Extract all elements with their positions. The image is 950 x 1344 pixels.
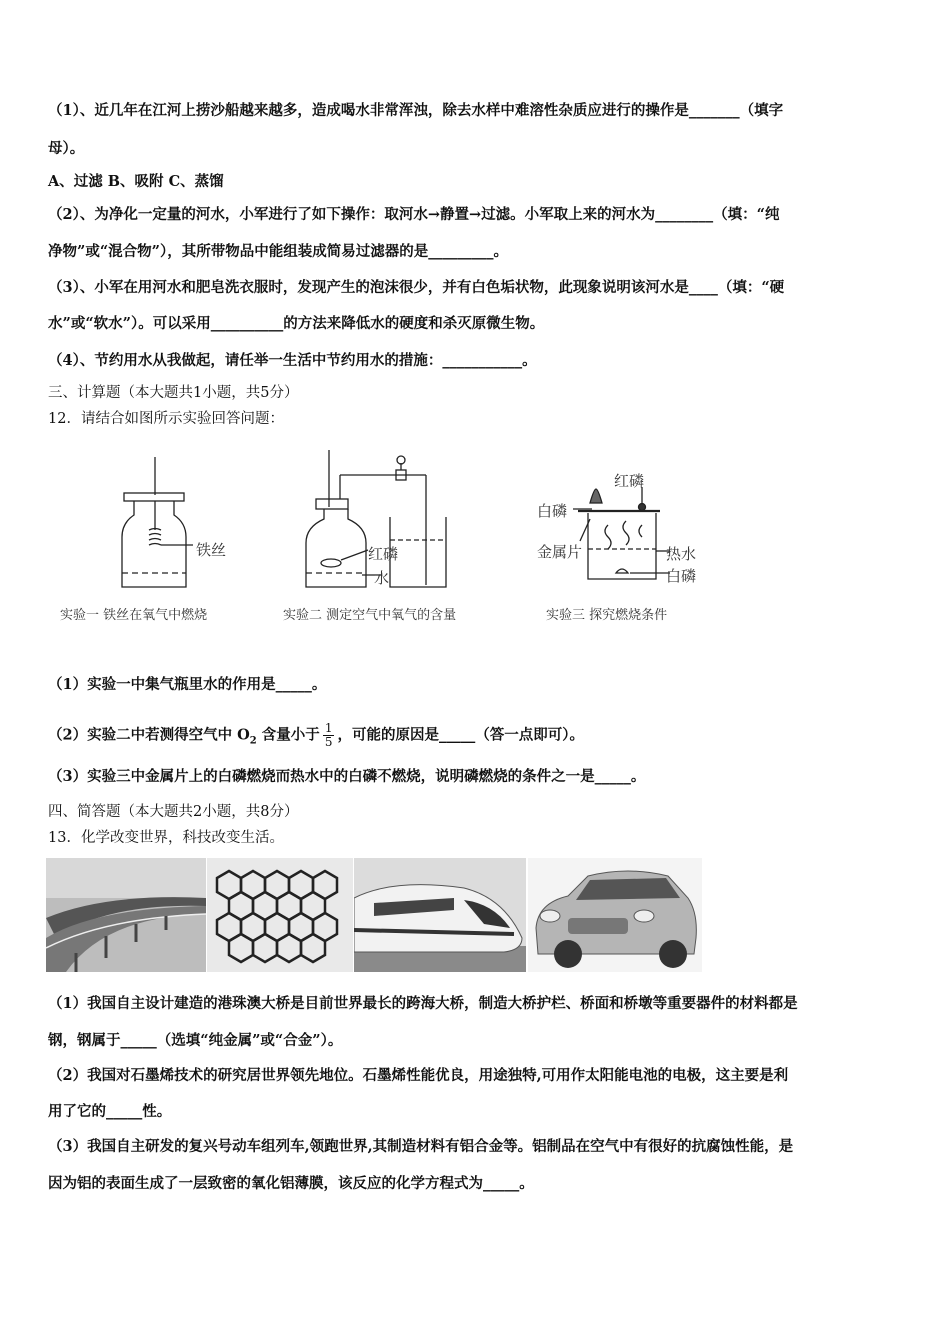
fig3-label-red-phosphorus: 红磷 — [614, 472, 645, 490]
fig2-label-red-phosphorus: 红磷 — [368, 545, 399, 563]
fraction-one-fifth — [323, 722, 335, 749]
q11-part3-line1: （3）、小军在用河水和肥皂洗衣服时，发现产生的泡沫很少，并有白色垢状物，此现象说明该河水是____（填：“硬 — [48, 279, 785, 296]
q12-part2-subscript: 2 — [249, 735, 257, 747]
car-photo — [528, 858, 702, 972]
fraction-numerator: 1 — [324, 721, 333, 735]
q12-title: 12．请结合如图所示实验回答问题： — [48, 411, 284, 427]
q13-part2-line1: （2）我国对石墨烯技术的研究居世界领先地位。石墨烯性能优良，用途独特,可用作太阳能电池的电极，这主要是利 — [48, 1067, 789, 1084]
fig2-caption: 实验二 测定空气中氧气的含量 — [283, 608, 457, 623]
q13-part1-line1: （1）我国自主设计建造的港珠澳大桥是目前世界最长的跨海大桥，制造大桥护栏、桥面和桥墩等重要器件的材料都是 — [48, 995, 798, 1012]
q13-part1-line2: 钢，钢属于_____（选填“纯金属”或“合金”）。 — [48, 1032, 343, 1049]
q11-options: A、过滤 B、吸附 C、蒸馏 — [48, 173, 224, 190]
fig1-caption: 实验一 铁丝在氧气中燃烧 — [60, 608, 208, 623]
graphene-photo — [207, 858, 353, 972]
q11-part1-line1: （1）、近几年在江河上捞沙船越来越多，造成喝水非常浑浊，除去水样中难溶性杂质应进行的操作是_______（填字 — [48, 102, 784, 119]
fig3-label-white-phosphorus-top: 白磷 — [537, 502, 568, 520]
q13-title: 13．化学改变世界，科技改变生活。 — [48, 830, 284, 846]
q12-part2-post: ，可能的原因是_____（答一点即可）。 — [337, 726, 584, 744]
section3-heading: 三、计算题（本大题共1小题，共5分） — [48, 385, 299, 401]
q13-part2-line2: 用了它的_____性。 — [48, 1103, 172, 1120]
q13-part3-line2: 因为铝的表面生成了一层致密的氧化铝薄膜，该反应的化学方程式为_____。 — [48, 1175, 534, 1192]
high-speed-train-photo — [354, 858, 526, 972]
fig3-caption: 实验三 探究燃烧条件 — [546, 608, 668, 623]
fig3-label-metal-plate: 金属片 — [537, 543, 583, 561]
q11-part2-line1: （2）、为净化一定量的河水，小军进行了如下操作：取河水→静置→过滤。小军取上来的河水为________（填：“纯 — [48, 206, 780, 223]
q12-part2-pre: （2）实验二中若测得空气中 O — [48, 726, 250, 744]
fig3-label-hot-water: 热水 — [666, 545, 697, 563]
section4-heading: 四、简答题（本大题共2小题，共8分） — [48, 804, 299, 820]
fig1-label-iron-wire: 铁丝 — [196, 541, 227, 559]
fig3-label-white-phosphorus-bottom: 白磷 — [666, 567, 697, 585]
q12-part2 — [48, 722, 908, 751]
q11-part3-line2: 水”或“软水”）。可以采用__________的方法来降低水的硬度和杀灭原微生物。 — [48, 315, 545, 332]
q12-part2-mid: 含量小于 — [256, 726, 320, 744]
q13-part3-line1: （3）我国自主研发的复兴号动车组列车,领跑世界,其制造材料有铝合金等。铝制品在空气中有很好的抗腐蚀性能，是 — [48, 1138, 794, 1155]
bridge-photo — [46, 858, 206, 972]
q11-part1-line2: 母）。 — [48, 140, 85, 157]
fig2-label-water: 水 — [374, 569, 390, 587]
q11-part2-line2: 净物”或“混合物”），其所带物品中能组装成简易过滤器的是_________。 — [48, 243, 509, 260]
q11-part4: （4）、节约用水从我做起，请任举一生活中节约用水的措施：___________。 — [48, 352, 537, 369]
q12-part3: （3）实验三中金属片上的白磷燃烧而热水中的白磷不燃烧，说明磷燃烧的条件之一是_____。 — [48, 768, 646, 785]
fraction-denominator: 5 — [324, 735, 333, 749]
q12-part1: （1）实验一中集气瓶里水的作用是_____。 — [48, 676, 327, 693]
